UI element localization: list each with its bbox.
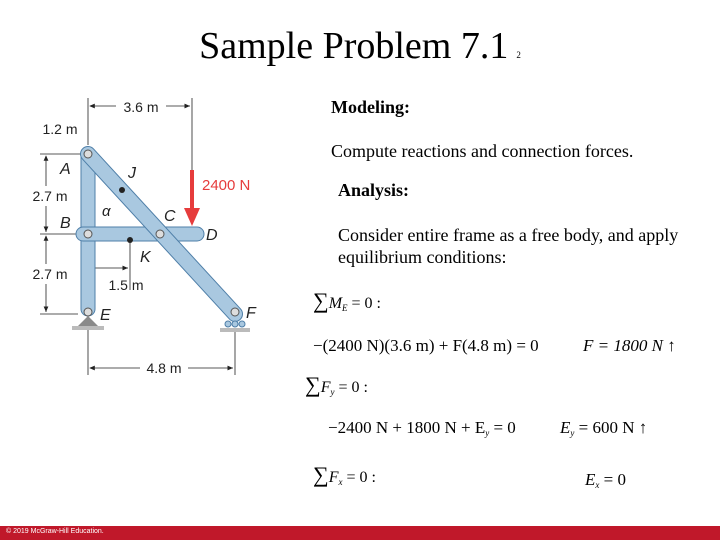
eq-fx-result: $E_x = 0$ (585, 470, 626, 490)
up-arrow-icon: ↑ (667, 336, 676, 355)
analysis-body: Consider entire frame as a free body, and apply equilibrium conditions: (338, 225, 679, 267)
frame-figure (20, 90, 310, 390)
up-arrow-icon: ↑ (638, 418, 648, 437)
analysis-heading: Analysis: (338, 180, 410, 200)
support-e (78, 316, 98, 326)
dim-left-top-label: 1.2 m (42, 121, 78, 137)
point-k (127, 237, 133, 243)
pin-f (231, 308, 239, 316)
pin-c (156, 230, 164, 238)
modeling-body: Compute reactions and connection forces. (331, 141, 634, 161)
slide-title (0, 24, 720, 68)
roller-f-3 (239, 321, 245, 327)
eq-fy: −2400 N + 1800 $N + E_y = 0$ (328, 418, 516, 438)
eq-sum-moment-e: $\sum M_E = 0$ : (313, 288, 381, 313)
label-d: D (206, 227, 218, 244)
eq-sum-fx: $\sum F_x = 0$ : (313, 462, 376, 487)
footer-bar (0, 526, 720, 540)
label-e: E (100, 307, 111, 324)
label-f: F (246, 305, 256, 322)
label-alpha: α (102, 203, 111, 220)
pin-b (84, 230, 92, 238)
ground-f (220, 328, 250, 332)
dim-left-bot-label: 2.7 m (32, 266, 68, 282)
label-a: A (60, 161, 71, 178)
label-j: J (128, 165, 136, 182)
modeling-heading: Modeling: (331, 97, 410, 117)
eq-fy-result: $E_y = 600$ N ↑ (560, 418, 648, 438)
dim-left-mid-label: 2.7 m (32, 188, 68, 204)
dim-bottom-label: 4.8 m (146, 360, 182, 376)
eq-sum-fy: $\sum F_y = 0$ : (305, 372, 368, 397)
title-text: Sample Problem 7.1 (199, 25, 509, 67)
ground-e (72, 326, 104, 330)
label-k: K (140, 249, 151, 266)
roller-f-2 (232, 321, 238, 327)
pin-e (84, 308, 92, 316)
member-bcd (76, 227, 204, 241)
dim-top-label: 3.6 m (123, 99, 159, 115)
copyright-text: © 2019 McGraw-Hill Education. (6, 528, 104, 535)
load-arrow-head (184, 208, 200, 226)
label-c: C (164, 208, 176, 225)
load-label: 2400 N (202, 177, 251, 194)
roller-f-1 (225, 321, 231, 327)
pin-a (84, 150, 92, 158)
label-b: B (60, 215, 71, 232)
dim-inner-label: 1.5 m (108, 277, 144, 293)
eq-moment-result: F = 1800 N ↑ (583, 336, 676, 355)
eq-moment: −(2400 N)(3.6 m) + F(4.8 m) = 0 (313, 336, 539, 355)
point-j (119, 187, 125, 193)
page-number: 2 (516, 50, 521, 60)
